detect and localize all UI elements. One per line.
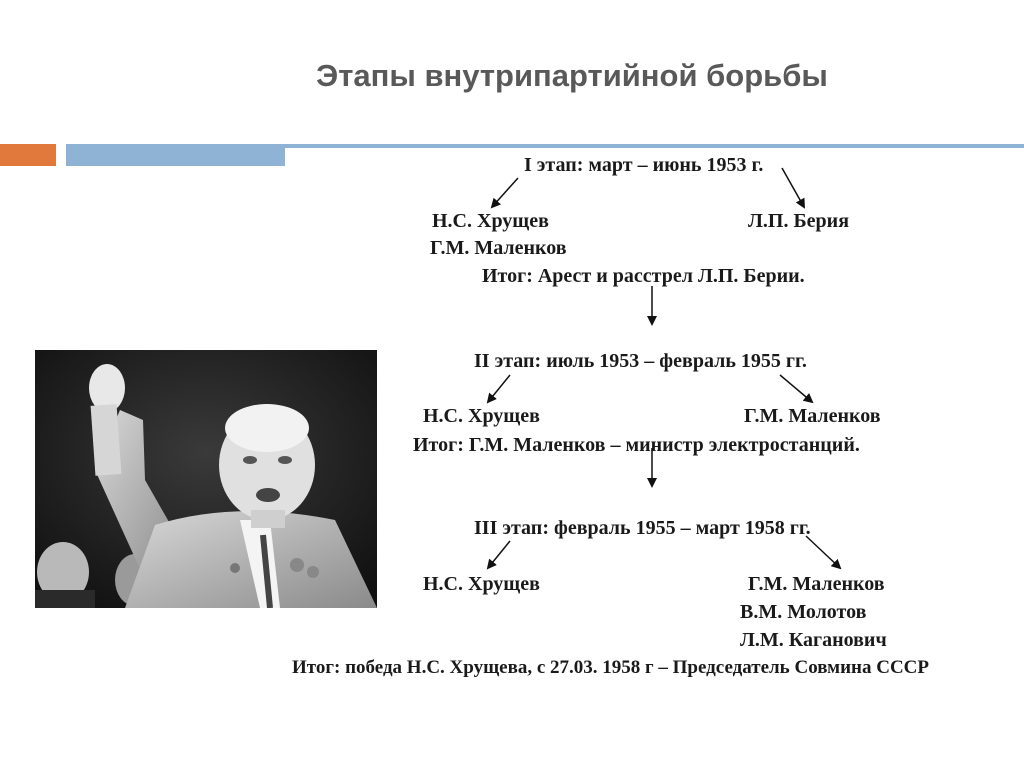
arrow-2-left xyxy=(488,375,510,402)
stage-3-right-1: Г.М. Маленков xyxy=(748,573,885,595)
stage-1-heading: I этап: март – июнь 1953 г. xyxy=(524,154,764,176)
stage-1-result: Итог: Арест и расстрел Л.П. Берии. xyxy=(482,265,805,287)
stage-2-right-1: Г.М. Маленков xyxy=(744,405,881,427)
accent-line xyxy=(285,144,1024,148)
accent-bar-blue xyxy=(66,144,285,166)
stage-3-right-2: В.М. Молотов xyxy=(740,601,867,623)
stage-2-heading: II этап: июль 1953 – февраль 1955 гг. xyxy=(474,350,807,372)
arrow-1-right xyxy=(782,168,804,207)
stage-3-heading: III этап: февраль 1955 – март 1958 гг. xyxy=(474,517,811,539)
arrow-3-right xyxy=(806,536,840,568)
stage-2-result: Итог: Г.М. Маленков – министр электростанций. xyxy=(413,434,860,456)
stage-1-left-1: Н.С. Хрущев xyxy=(432,210,549,232)
khrushchev-photo xyxy=(35,350,377,608)
slide-title: Этапы внутрипартийной борьбы xyxy=(316,58,828,93)
arrow-2-right xyxy=(780,375,812,402)
stage-3-left-1: Н.С. Хрущев xyxy=(423,573,540,595)
stage-3-right-3: Л.М. Каганович xyxy=(740,629,887,651)
stage-1-left-2: Г.М. Маленков xyxy=(430,237,567,259)
arrow-1-left xyxy=(492,178,518,207)
stage-1-right-1: Л.П. Берия xyxy=(748,210,850,232)
stage-3-result: Итог: победа Н.С. Хрущева, с 27.03. 1958 г – Председатель Совмина СССР xyxy=(292,657,930,678)
stage-2-left-1: Н.С. Хрущев xyxy=(423,405,540,427)
accent-bar-orange xyxy=(0,144,56,166)
arrow-3-left xyxy=(488,541,510,568)
